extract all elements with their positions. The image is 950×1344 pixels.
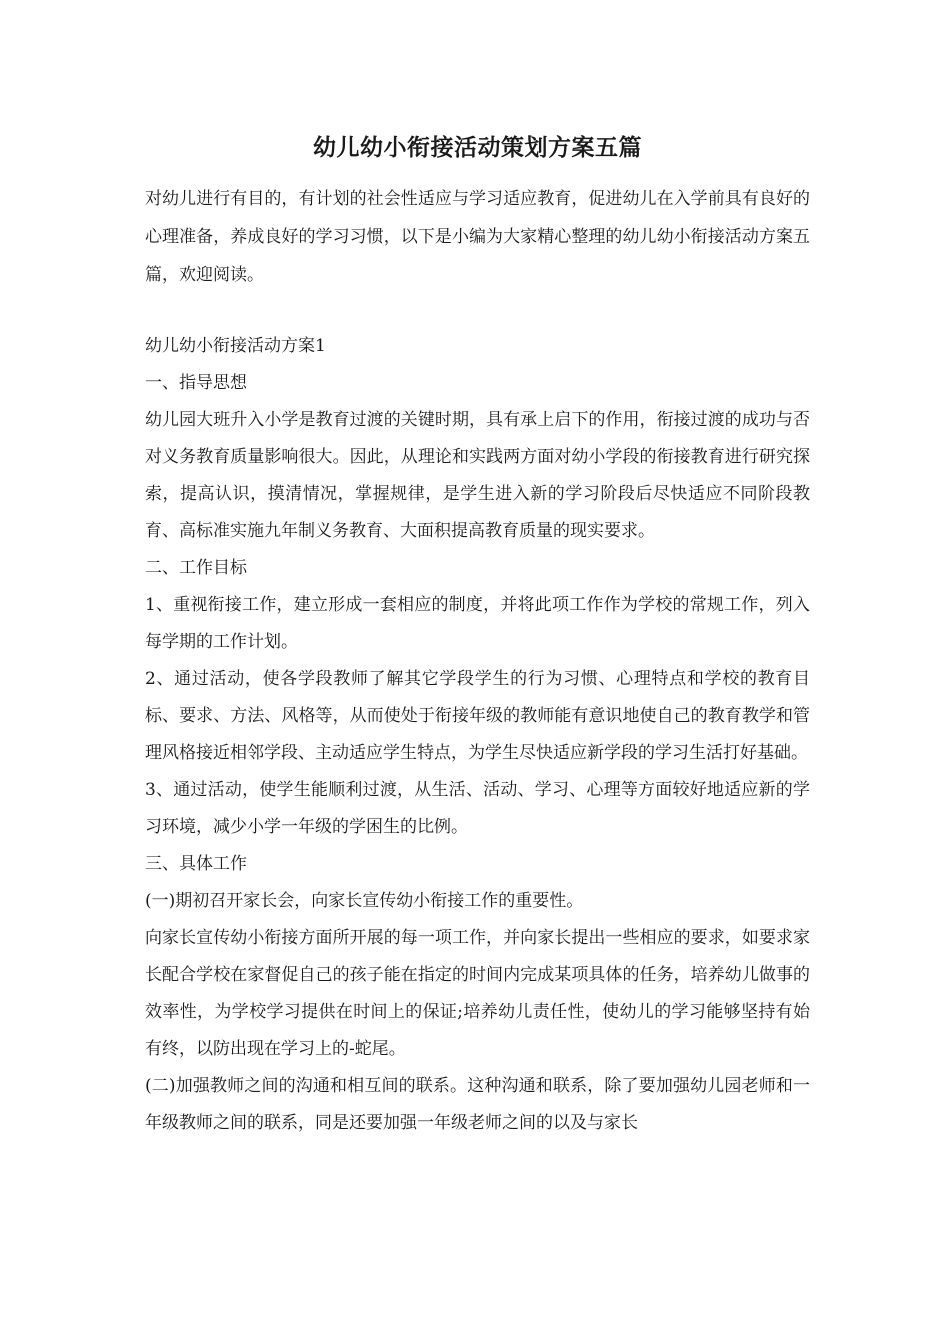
intro-paragraph: 对幼儿进行有目的，有计划的社会性适应与学习适应教育，促进幼儿在入学前具有良好的心理准备，养成良好的学习习惯，以下是小编为大家精心整理的幼儿幼小衔接活动方案五篇，欢迎阅读。 <box>145 189 810 285</box>
subsection-heading: 一、指导思想 <box>145 373 247 393</box>
document-body <box>145 128 810 1142</box>
subsection-heading: 三、具体工作 <box>145 854 247 874</box>
body-paragraph: (一)期初召开家长会，向家长宣传幼小衔接工作的重要性。 <box>145 891 584 911</box>
body-paragraph: 幼儿园大班升入小学是教育过渡的关键时期，具有承上启下的作用，衔接过渡的成功与否对义务教育质量影响很大。因此，从理论和实践两方面对幼小学段的衔接教育进行研究探索，提高认识，摸清情况，掌握规律，是学生进入新的学习阶段后尽快适应不同阶段教育、高标准实施九年制义务教育、大面积提高教育质量的现实要求。 <box>145 410 810 541</box>
body-paragraph: (二)加强教师之间的沟通和相互间的联系。这种沟通和联系，除了要加强幼儿园老师和一年级教师之间的联系，同是还要加强一年级老师之间的以及与家长 <box>145 1076 810 1133</box>
section-heading: 幼儿幼小衔接活动方案1 <box>145 336 326 356</box>
body-paragraph: 3、通过活动，使学生能顺利过渡，从生活、活动、学习、心理等方面较好地适应新的学习环境，减少小学一年级的学困生的比例。 <box>145 780 810 837</box>
body-paragraph: 1、重视衔接工作，建立形成一套相应的制度，并将此项工作作为学校的常规工作，列入每学期的工作计划。 <box>145 595 810 652</box>
document-title: 幼儿幼小衔接活动策划方案五篇 <box>313 134 642 161</box>
body-paragraph: 向家长宣传幼小衔接方面所开展的每一项工作，并向家长提出一些相应的要求，如要求家长配合学校在家督促自己的孩子能在指定的时间内完成某项具体的任务，培养幼儿做事的效率性，为学校学习提供在时间上的保证;培养幼儿责任性，使幼儿的学习能够坚持有始有终，以防出现在学习上的-蛇尾。 <box>145 928 810 1059</box>
body-paragraph: 2、通过活动，使各学段教师了解其它学段学生的行为习惯、心理特点和学校的教育目标、要求、方法、风格等，从而使处于衔接年级的教师能有意识地使自己的教育教学和管理风格接近相邻学段、主动适应学生特点，为学生尽快适应新学段的学习生活打好基础。 <box>145 669 810 763</box>
section-spacer <box>145 294 810 328</box>
subsection-heading: 二、工作目标 <box>145 558 247 578</box>
